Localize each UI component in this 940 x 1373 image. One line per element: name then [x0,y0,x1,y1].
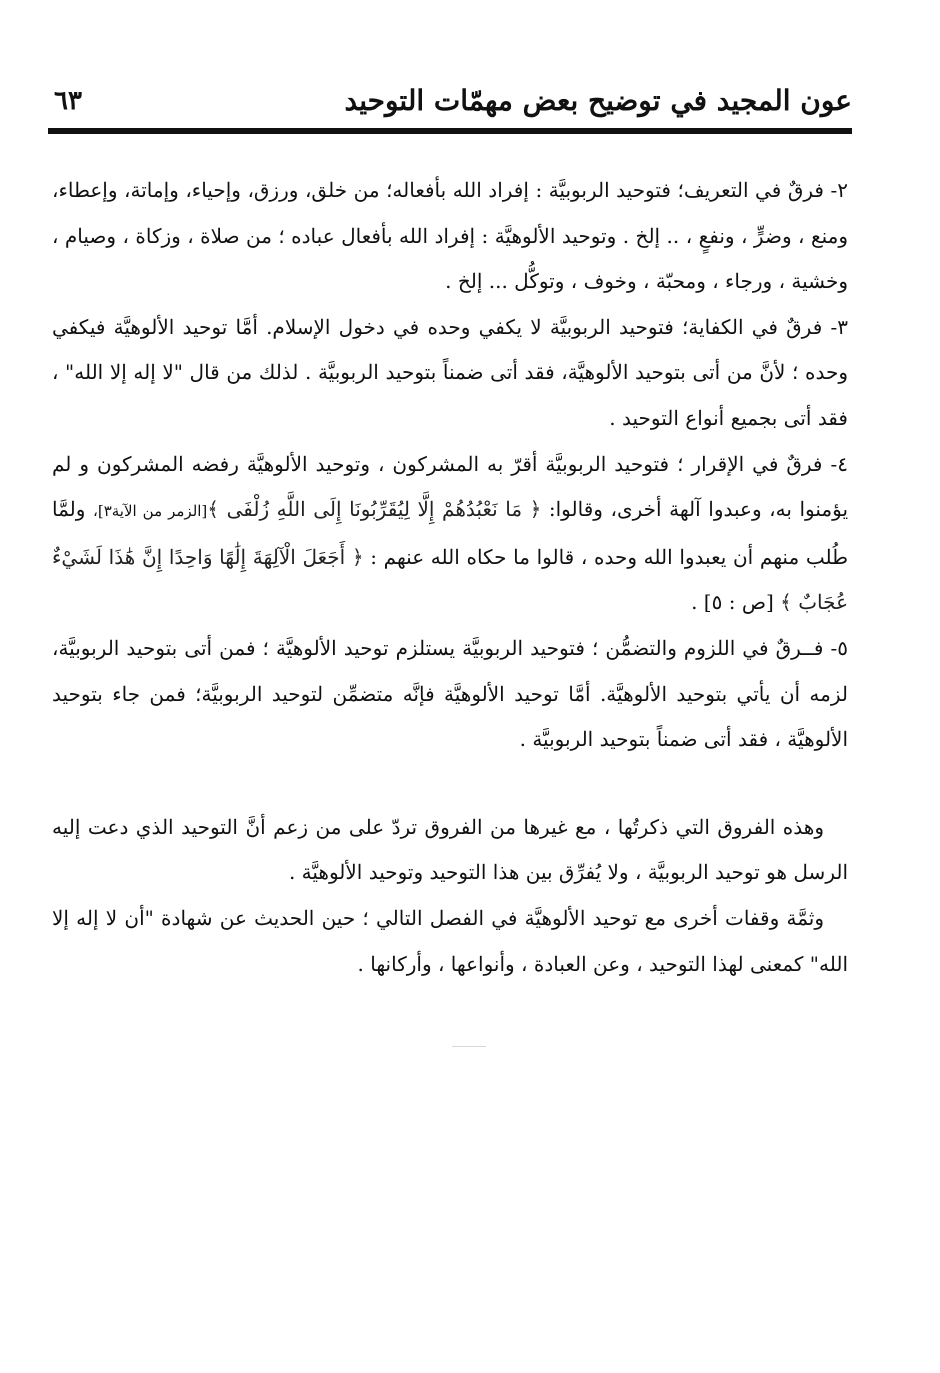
list-item [52,626,848,763]
quote-reference: [الزمر من الآية٣]، [93,502,208,521]
item-text: فــرقٌ في اللزوم والتضمُّن ؛ فتوحيد الربوبيَّة يستلزم توحيد الألوهيَّة ؛ فمن أتى بتوحيد الربوبيَّة، لزمه أن يأتي بتوحيد الألوهيَّة. أمَّا توحيد الألوهيَّة فإنَّه متضمِّن لتوحيد الربوبيَّة؛ فمن جاء بتوحيد الألوهيَّة ، فقد أتى ضمناً بتوحيد الربوبيَّة . [52,635,848,752]
item-text: فرقٌ في التعريف؛ فتوحيد الربوبيَّة : إفراد الله بأفعاله؛ من خلق، ورزق، وإحياء، وإماتة، وإعطاء، ومنع ، وضرٍّ ، ونفعٍ ، .. إلخ . وتوحيد الألوهيَّة : إفراد الله بأفعال عباده ؛ من صلاة ، وزكاة ، وصيام ، وخشية ، ورجاء ، ومحبّة ، وخوف ، وتوكُّل ... إلخ . [52,178,849,294]
list-item [52,305,848,442]
closing-paragraph: وثمَّة وقفات أخرى مع توحيد الألوهيَّة في الفصل التالي ؛ حين الحديث عن شهادة "أن لا إله إلا الله" كمعنى لهذا التوحيد ، وعن العبادة ، وأنواعها ، وأركانها . [52,905,848,976]
page-body [52,168,848,987]
closing-paragraph: وهذه الفروق التي ذكرتُها ، مع غيرها من الفروق تردّ على من زعم أنَّ التوحيد الذي دعت إليه الرسل هو توحيد الربوبيَّة ، ولا يُفرِّق بين هذا التوحيد وتوحيد الألوهيَّة . [52,814,848,885]
list-item [52,442,848,626]
page-number: ٦٣ [54,86,82,116]
page-header [48,78,852,128]
item-number: ٣- [830,314,848,339]
list-item [52,168,848,305]
quote-reference: [ص : ٥] . [691,590,774,615]
item-number: ٤- [830,451,848,476]
book-title: عون المجيد في توضيح بعض مهمّات التوحيد [344,84,852,117]
item-number: ٢- [830,178,849,202]
item-text: فرقٌ في الإقرار ؛ فتوحيد الربوبيَّة أقرّ به المشركون ، وتوحيد الألوهيَّة رفضه المشركون و لم يؤمنوا به، وعبدوا آلهة أخرى، وقالوا: [52,451,849,522]
header-rule [48,128,852,134]
item-text: ولمَّا طُلب منهم أن يعبدوا الله وحده ، قالوا ما حكاه الله عنهم : [52,497,848,569]
section-gap [52,763,848,805]
quran-quote: ﴿ أَجَعَلَ الْآلِهَةَ إِلَٰهًا وَاحِدًا إِنَّ هَٰذَا لَشَيْءٌ عُجَابٌ ﴾ [52,544,848,615]
quran-quote: ﴿ مَا نَعْبُدُهُمْ إِلَّا لِيُقَرِّبُونَا إِلَى اللَّهِ زُلْفَى ﴾ [207,497,542,522]
item-text: فرقٌ في الكفاية؛ فتوحيد الربوبيَّة لا يكفي وحده في دخول الإسلام. أمَّا توحيد الألوهيَّة فيكفي وحده ؛ لأنَّ من أتى بتوحيد الألوهيَّة، فقد أتى ضمناً بتوحيد الربوبيَّة . لذلك من قال "لا إله إلا الله" ، فقد أتى بجميع أنواع التوحيد . [52,314,848,430]
item-number: ٥- [830,635,849,660]
footer-mark [452,1046,486,1047]
